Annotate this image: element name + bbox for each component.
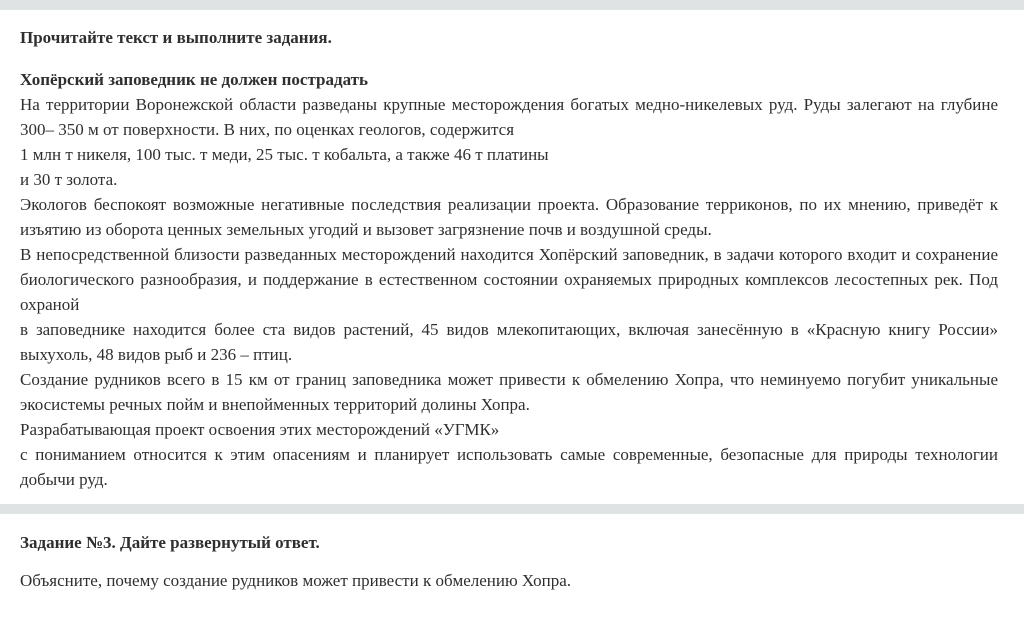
- article-paragraph-5: В непосредственной близости разведанных месторождений находится Хопёрский заповедник, в задачи которого входит и сохранение биологического разнообразия, и поддержание в естественном состоянии охраняемых природных комплексов лесостепных рек. Под охраной: [20, 245, 998, 314]
- task-title: Задание №3. Дайте развернутый ответ.: [20, 533, 320, 552]
- article-paragraph-4: Экологов беспокоят возможные негативные последствия реализации проекта. Образование терриконов, по их мнению, приведёт к изъятию из оборота ценных земельных угодий и вызовет загрязнение почв и воздушной среды.: [20, 195, 998, 239]
- article-paragraph-9: с пониманием относится к этим опасениям и планирует использовать самые современные, безопасные для природы технологии добычи руд.: [20, 445, 998, 489]
- task-question: Объясните, почему создание рудников может привести к обмелению Хопра.: [20, 571, 572, 590]
- task-panel: [0, 514, 1024, 624]
- reading-panel: [0, 10, 1024, 504]
- reading-instruction: Прочитайте текст и выполните задания.: [20, 28, 332, 47]
- article-paragraph-8: Разрабатывающая проект освоения этих месторождений «УГМК»: [20, 420, 500, 439]
- article-paragraph-1: На территории Воронежской области разведаны крупные месторождения богатых медно-никелевых руд. Руды залегают на глубине 300– 350 м от поверхности. В них, по оценках геологов, содержится: [20, 95, 998, 139]
- article-paragraph-2: 1 млн т никеля, 100 тыс. т меди, 25 тыс. т кобальта, а также 46 т платины: [20, 145, 549, 164]
- article-title: Хопёрский заповедник не должен пострадать: [20, 70, 368, 89]
- article-paragraph-6: в заповеднике находится более ста видов растений, 45 видов млекопитающих, включая занесённую в «Красную книгу России» выхухоль, 48 видов рыб и 236 – птиц.: [20, 320, 998, 364]
- article-paragraph-3: и 30 т золота.: [20, 170, 118, 189]
- article-paragraph-7: Создание рудников всего в 15 км от границ заповедника может привести к обмелению Хопра, что неминуемо погубит уникальные экосистемы речных пойм и внепойменных территорий долины Хопра.: [20, 370, 998, 414]
